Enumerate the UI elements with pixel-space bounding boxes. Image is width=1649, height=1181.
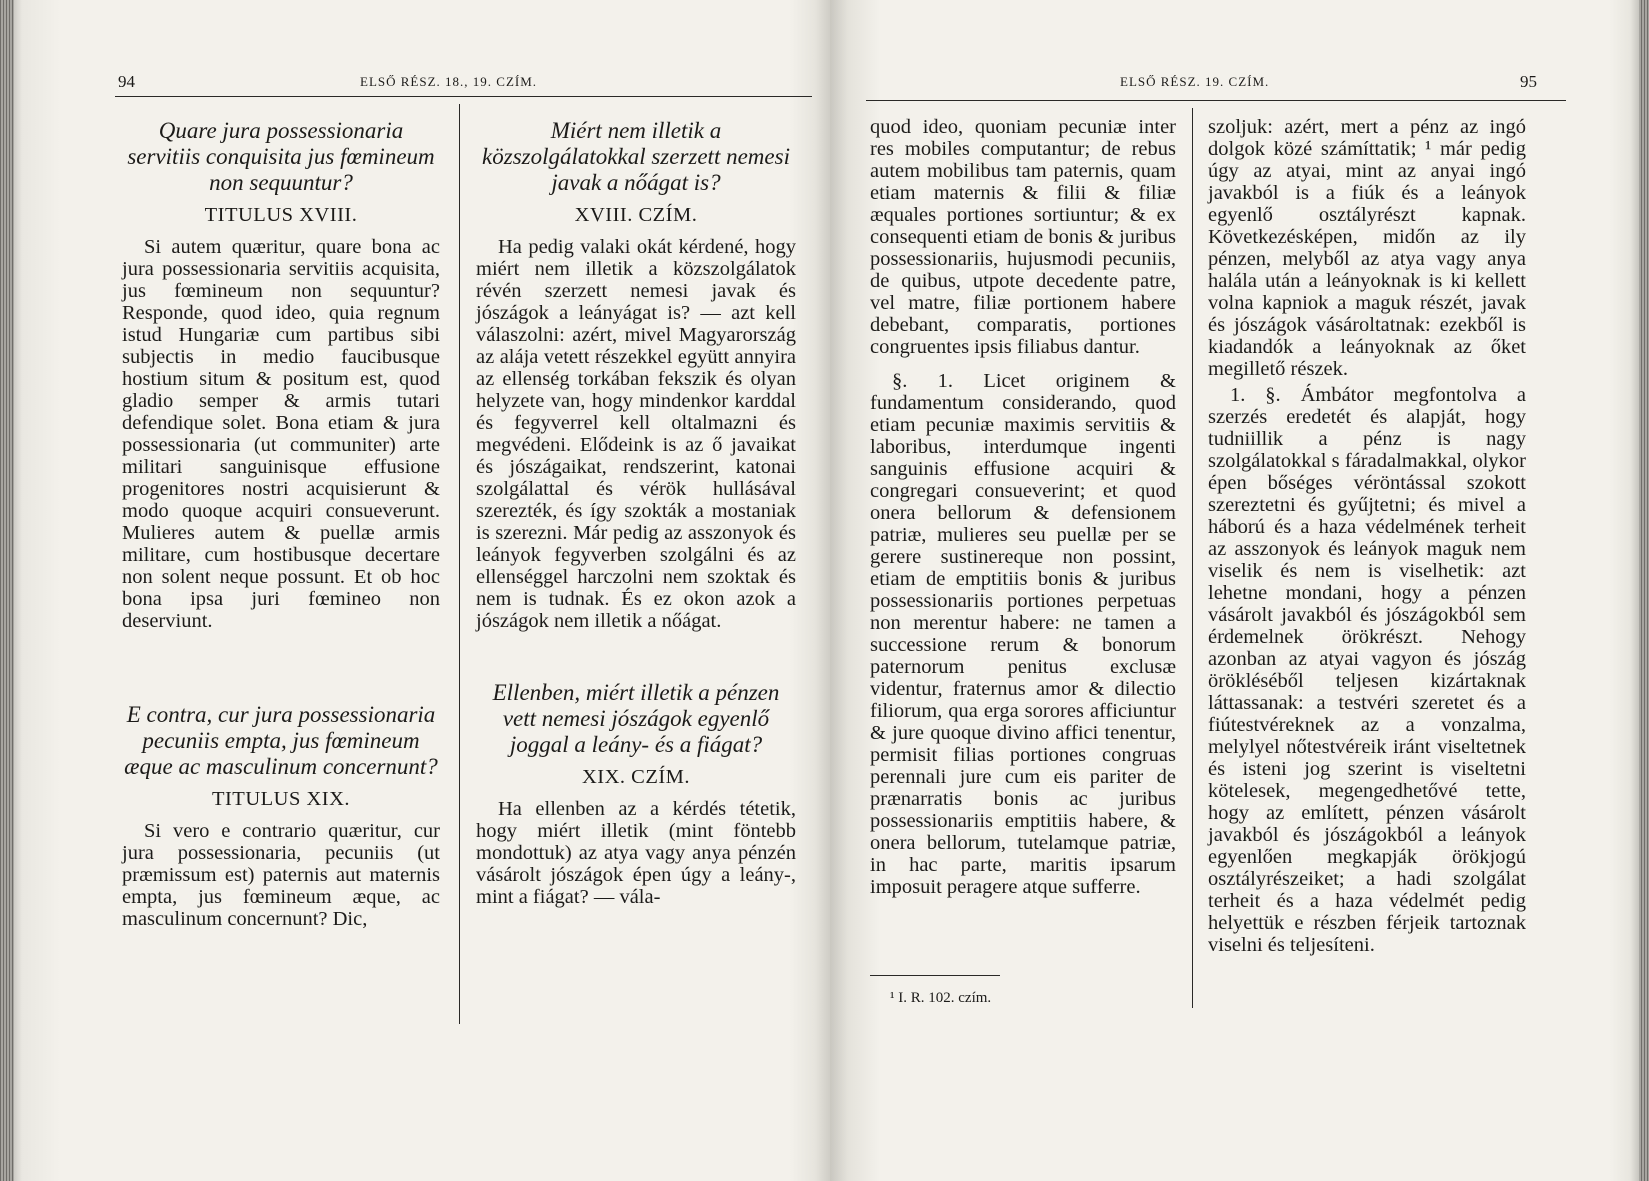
footnote-rule bbox=[870, 975, 1000, 976]
latin-heading-18: Quare jura possessionaria servitiis conquisita jus fœmineum non sequuntur? bbox=[127, 118, 435, 195]
page-number-right: 95 bbox=[1520, 72, 1537, 91]
latin-column-right bbox=[870, 116, 1176, 898]
hungarian-body-18: Ha pedig valaki okát kérdené, hogy miért nem illetik a közszolgálatok révén szerzett nemesi javak és jószágok a leányágat is? — azt kell válaszolni: azért, mivel Magyarország az alája vetett részekkel együtt annyira az ellenség torkában fekszik és olyan helyzete van, hogy mindenkor karddal és fegyverrel kell oltalmazni és megvédeni. Elődeink is az ő javaikat és jószágaikat, rendszerint, katonai szolgálattal és vérök hullásával szerezték, és így szokták a mostaniak is szerezni. Már pedig az asszonyok és leányok fegyverben szolgálni és az ellenséggel harczolni nem szoktak és nem is tudnak. És ez okon azok a jószágok nem illetik a nőágat. bbox=[476, 236, 796, 632]
hungarian-title-18: XVIII. CZÍM. bbox=[574, 204, 698, 226]
running-head-right: ELSŐ RÉSZ. 19. CZÍM. bbox=[1120, 74, 1270, 89]
latin-title-19: TITULUS XIX. bbox=[211, 788, 351, 810]
latin-paragraph-1: §. 1. Licet originem & fundamentum considerando, quod etiam pecuniæ maximis servitiis & laboribus, interdumque ingenti sanguinis effusione acquiri & congregari consueverint; et quod onera bellorum & defensionem patriæ, mulieres seu puellæ per se gerere sustinereque non possint, etiam de emptitiis bonis & juribus possessionariis portiones perpetuas non merentur habere: ne tamen a successione rerum & bonorum paternorum penitus exclusæ videntur, fraternus amor & dilectio filiorum, qua erga sorores afficiuntur & jure quoque divino affici tenentur, permisit filias portiones congruas perennali jure cum eis pariter de prænarratis bonis ac juribus possessionariis emptitiis habere, & onera bellorum, tutelamque patriæ, in hac parte, maritis ipsarum imposuit peragere atque sufferre. bbox=[870, 370, 1176, 898]
footnote: ¹ I. R. 102. czím. bbox=[890, 990, 992, 1006]
hungarian-paragraph-1: 1. §. Ámbátor megfontolva a szerzés eredetét és alapját, hogy tudniillik a pénz is nagy szolgálatokkal s fáradalmakkal, olykor épen bőséges véröntással szokott szereztetni és gyűjtetni; és mivel a háború és a haza védelmének terheit az asszonyok és leányok maguk nem viselik és nem is viselhetik: azt lehetne mondani, hogy a pénzen vásárolt javakból és jószágokból sem érdemelnek örökrészt. Nehogy azonban az atyai vagyon és jószág örökléséből teljesen kizártaknak láttassanak: a testvéri szeretet és a fiútestvéreknek az a vonzalma, melylyel nőtestvéreik iránt viseltetnek és isteni jog szerint is viseltetni kötelesek, megengedhetővé tette, hogy az említett, pénzen vásárolt javakból és jószágokból a leányok egyenlően megkapják örökjogú osztályrészeiket; a hadi szolgálat terheit és a haza védelmét pedig helyettük e részben férjeik tartoznak viselni és teljesíteni. bbox=[1208, 384, 1526, 956]
latin-body-19: Si vero e contrario quæritur, cur jura possessionaria, pecuniis (ut præmissum est) paternis aut maternis empta, jus fœmineum æque, ac masculinum concernunt? Dic, bbox=[122, 820, 440, 930]
hungarian-body-19: Ha ellenben az a kérdés tétetik, hogy miért illetik (mint föntebb mondottuk) az atya vagy anya pénzén vásárolt jószágok épen úgy a leány-, mint a fiágat? — vála- bbox=[476, 798, 796, 908]
header-rule-right bbox=[866, 100, 1566, 101]
page-edge-left bbox=[0, 0, 14, 1181]
latin-column-left bbox=[122, 118, 440, 930]
hungarian-title-19: XIX. CZÍM. bbox=[581, 766, 691, 788]
right-page bbox=[830, 0, 1649, 1181]
hungarian-heading-18: Miért nem illetik a közszolgálatokkal szerzett nemesi javak a nőágat is? bbox=[482, 118, 790, 195]
page-number-left: 94 bbox=[118, 72, 135, 91]
column-rule-right bbox=[1192, 108, 1193, 1008]
header-rule-left bbox=[115, 96, 812, 97]
hungarian-column-right bbox=[1208, 116, 1526, 956]
running-head-left: ELSŐ RÉSZ. 18., 19. CZÍM. bbox=[360, 74, 538, 89]
latin-heading-19: E contra, cur jura possessionaria pecuniis empta, jus fœmineum æque ac masculinum concernunt? bbox=[124, 702, 438, 779]
latin-body-18: Si autem quæritur, quare bona ac jura possessionaria servitiis acquisita, jus fœmineum non sequuntur? Responde, quod ideo, quia regnum istud Hungariæ cum partibus sibi subjectis in medio faucibusque hostium situm & positum est, quod gladio semper & armis tutari defendique solet. Bona etiam & jura possessionaria (ut communiter) arte militari sanguinisque effusione progenitores nostri acquisierunt & modo quoque acquiri consueverunt. Mulieres autem & puellæ armis militare, cum hostibusque decertare non solent neque possunt. Et ob hoc bona ipsa juri fœmineo non deserviunt. bbox=[122, 236, 440, 632]
latin-body-continued: quod ideo, quoniam pecuniæ inter res mobiles computantur; de rebus autem mobilibus tam paternis, quam etiam maternis & filii & filiæ æquales portiones sortiuntur; & ex consequenti etiam de bonis & juribus possessionariis, hujusmodi pecuniis, de quibus, utpote decedente patre, vel matre, filiæ portionem habere debebant, comparatis, portiones congruentes ipsis filiabus dantur. bbox=[870, 116, 1176, 358]
column-rule-left bbox=[459, 104, 460, 1024]
latin-title-18: TITULUS XVIII. bbox=[204, 204, 358, 226]
hungarian-column-left bbox=[476, 118, 796, 908]
hungarian-heading-19: Ellenben, miért illetik a pénzen vett nemesi jószágok egyenlő joggal a leány- és a fiágat? bbox=[492, 680, 780, 757]
hungarian-body-continued: szoljuk: azért, mert a pénz az ingó dolgok közé számíttatik; ¹ már pedig úgy az atyai, mint az anyai ingó javakból is a fiúk és a leányok egyenlő osztályrészt kapnak. Következésképen, midőn az ily pénzen, melyből az atya vagy anya halála után a leányoknak is ki kellett volna kapniok a maguk részét, javak és jószágok vásároltatnak: ezekből is kiadandók a leányoknak az őket megillető részek. bbox=[1208, 116, 1526, 380]
page-edge-right bbox=[1639, 0, 1649, 1181]
